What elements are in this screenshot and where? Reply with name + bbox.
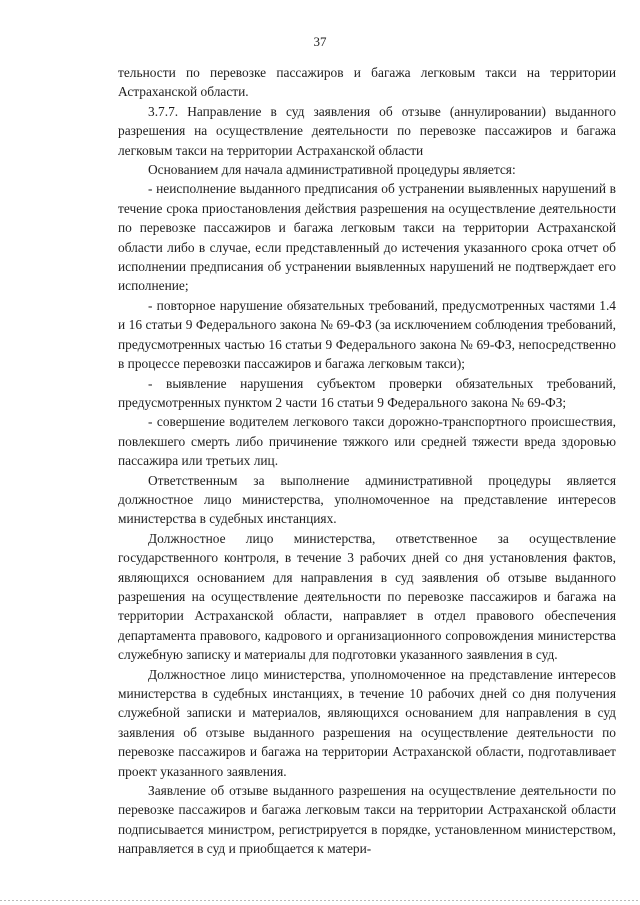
paragraph-responsible-official: Ответственным за выполнение административной процедуры является должностное лицо министерства, уполномоченное на представление интересов министерства в судебных инстанциях. (118, 472, 616, 527)
document-body (118, 63, 616, 859)
scan-bottom-edge (0, 900, 640, 901)
list-item-traffic-accident: - совершение водителем легкового такси дорожно-транспортного происшествия, повлекшего смерть либо причинение тяжкого или средней тяжести вреда здоровью пассажира или третьих лиц. (118, 414, 616, 469)
paragraph-application-signing: Заявление об отзыве выданного разрешения на осуществление деятельности по перевозке пассажиров и багажа легковым такси на территории Астраханской области подписывается министром, регистрируется в порядке, установленном министерством, направляется в суд и приобщается к матери- (118, 783, 616, 857)
paragraph-grounds-intro: Основанием для начала административной процедуры является: (148, 162, 516, 178)
paragraph-continuation: тельности по перевозке пассажиров и багажа легковым такси на территории Астраханской области. (118, 65, 616, 100)
list-item-violation-detection: - выявление нарушения субъектом проверки обязательных требований, предусмотренных пунктом 2 части 16 статьи 9 Федерального закона № 69-ФЗ; (118, 375, 616, 410)
page-number: 37 (313, 34, 327, 49)
section-heading-3-7-7: 3.7.7. Направление в суд заявления об отзыве (аннулировании) выданного разрешения на осуществление деятельности по перевозке пассажиров и багажа легковым такси на территории Астраханской области (118, 103, 616, 158)
list-item-repeated-violation: - повторное нарушение обязательных требований, предусмотренных частями 1.4 и 16 статьи 9 Федерального закона № 69-ФЗ (за исключением соблюдения требований, предусмотренных частью 16 статьи 9 Федерального закона № 69-ФЗ, непосредственно в процессе перевозки пассажиров и багажа легковым такси); (118, 297, 616, 372)
list-item-nonfulfillment: - неисполнение выданного предписания об устранении выявленных нарушений в течение срока приостановления действия разрешения на осуществление деятельности по перевозке пассажиров и багажа легковым такси на территории Астраханской области либо в случае, если представленный до истечения указанного срока отчет об исполнении предписания об устранении выявленных нарушений не подтверждает его исполнение; (118, 181, 616, 294)
paragraph-control-official: Должностное лицо министерства, ответственное за осуществление государственного контроля, в течение 3 рабочих дней со дня установления фактов, являющихся основанием для направления в суд заявления об отзыве выданного разрешения на осуществление деятельности по перевозке пассажиров и багажа на территории Астраханской области, направляет в отдел правового обеспечения департамента правового, кадрового и организационного сопровождения министерства служебную записку и материалы для подготовки указанного заявления в суд. (118, 530, 616, 663)
paragraph-court-representative: Должностное лицо министерства, уполномоченное на представление интересов министерства в судебных инстанциях, в течение 10 рабочих дней со дня получения служебной записки и материалов, являющихся основанием для направления в суд заявления об отзыве выданного разрешения на осуществление деятельности по перевозке пассажиров и багажа на территории Астраханской области, подготавливает проект указанного заявления. (118, 666, 616, 779)
